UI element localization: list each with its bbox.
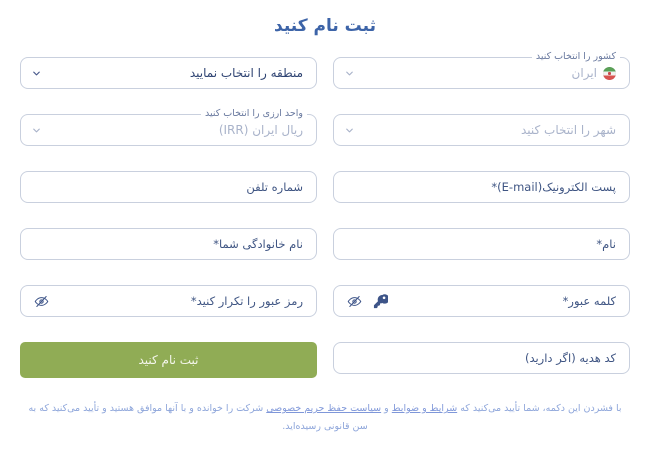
country-label: کشور را انتخاب کنید bbox=[532, 51, 620, 63]
last-name-field bbox=[20, 228, 317, 260]
gift-code-field bbox=[333, 342, 630, 374]
password-repeat-input[interactable] bbox=[57, 286, 303, 316]
currency-value: ریال ایران (IRR) bbox=[218, 123, 303, 137]
page-title: ثبت نام کنید bbox=[274, 16, 376, 36]
currency-select[interactable] bbox=[20, 108, 317, 146]
password-repeat-field bbox=[20, 285, 317, 317]
eye-slash-icon[interactable] bbox=[344, 291, 364, 311]
country-value: ایران bbox=[571, 66, 597, 80]
country-select[interactable] bbox=[333, 51, 630, 89]
footer-text-after: شرکت را خوانده و با آنها موافق هستید و تأیید می‌کنید که به سن قانونی رسیده‌اید. bbox=[28, 403, 368, 432]
register-button[interactable]: ثبت نام کنید bbox=[20, 342, 317, 378]
key-icon bbox=[370, 291, 390, 311]
chevron-down-icon bbox=[344, 125, 355, 136]
registration-form bbox=[0, 51, 650, 435]
first-name-input[interactable] bbox=[344, 229, 616, 259]
footer-text-before: با فشردن این دکمه، شما تأیید می‌کنید که bbox=[460, 403, 622, 414]
footer-conjunction: و bbox=[384, 403, 389, 414]
city-select[interactable] bbox=[333, 114, 630, 146]
email-input[interactable] bbox=[344, 172, 616, 202]
region-value: منطقه را انتخاب نمایید bbox=[189, 66, 303, 80]
privacy-policy-link[interactable]: سیاست حفظ حریم خصوصی bbox=[266, 403, 382, 414]
chevron-down-icon bbox=[344, 68, 355, 79]
region-select[interactable] bbox=[20, 57, 317, 89]
password-field bbox=[333, 285, 630, 317]
chevron-down-icon bbox=[31, 68, 42, 79]
password-input[interactable] bbox=[396, 286, 616, 316]
phone-field bbox=[20, 171, 317, 203]
terms-agreement-text bbox=[20, 400, 630, 435]
iran-flag-icon bbox=[603, 67, 616, 80]
city-value: شهر را انتخاب کنید bbox=[520, 123, 616, 137]
phone-input[interactable] bbox=[31, 172, 303, 202]
email-field bbox=[333, 171, 630, 203]
gift-code-input[interactable] bbox=[344, 343, 616, 373]
eye-slash-icon[interactable] bbox=[31, 291, 51, 311]
chevron-down-icon bbox=[31, 125, 42, 136]
terms-link[interactable]: شرایط و ضوابط bbox=[391, 403, 458, 414]
currency-label: واحد ارزی را انتخاب کنید bbox=[201, 108, 307, 120]
first-name-field bbox=[333, 228, 630, 260]
last-name-input[interactable] bbox=[31, 229, 303, 259]
